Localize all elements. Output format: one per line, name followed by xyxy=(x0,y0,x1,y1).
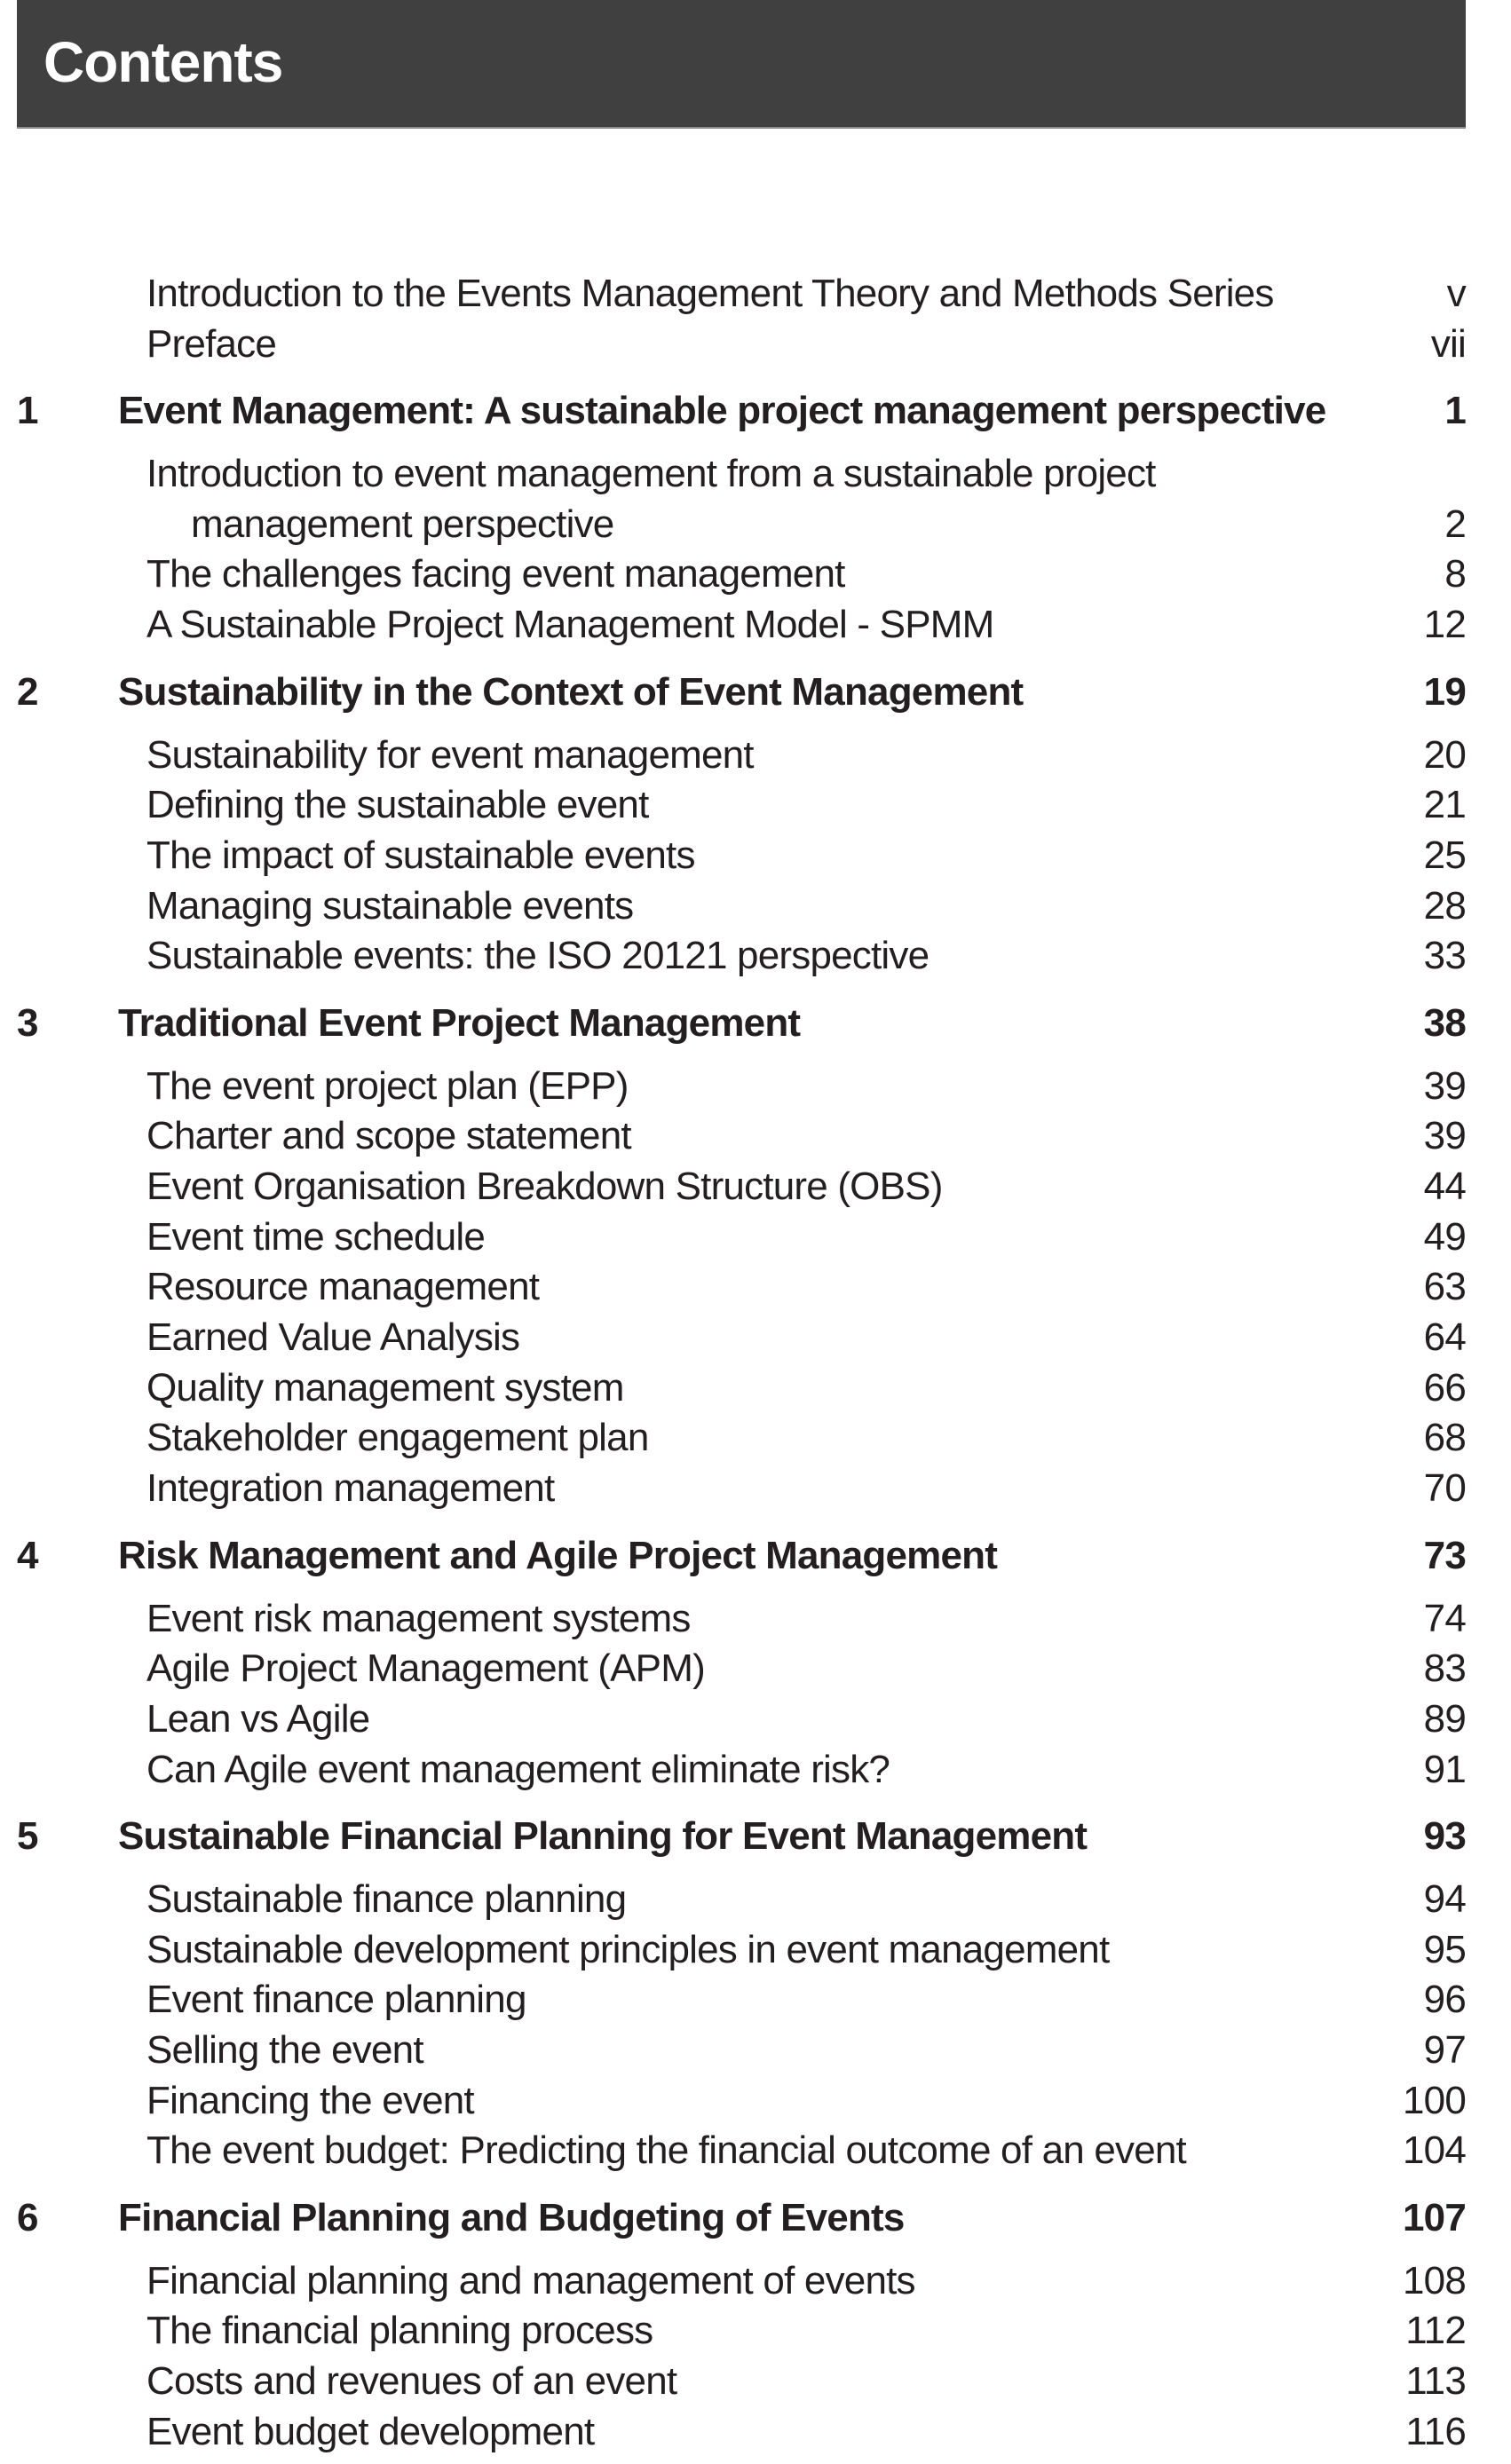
section-title: Financial planning and management of events xyxy=(146,2258,915,2302)
entry-page-number: v xyxy=(1446,272,1466,315)
section-title: Selling the event xyxy=(146,2028,423,2072)
section-title: Quality management system xyxy=(146,1365,624,1410)
section-title: The challenges facing event management xyxy=(146,552,845,596)
section-title: Event finance planning xyxy=(146,1978,526,2022)
section-page-number: 100 xyxy=(1402,2078,1466,2122)
toc-section-entry[interactable] xyxy=(17,1745,1466,1796)
section-title: Resource management xyxy=(146,1265,540,1309)
chapter-title: Sustainable Financial Planning for Event Management xyxy=(118,1814,1088,1859)
section-page-number: 28 xyxy=(1423,883,1466,928)
section-title: The financial planning process xyxy=(146,2309,653,2353)
toc-section-entry[interactable] xyxy=(17,1644,1466,1694)
toc-section-entry[interactable] xyxy=(17,1162,1466,1212)
section-title: Introduction to event management from a sustainable project xyxy=(146,452,1156,496)
section-title: Integration management xyxy=(146,1466,555,1511)
toc-section-entry[interactable] xyxy=(17,2126,1466,2176)
toc-section-entry[interactable] xyxy=(17,549,1466,600)
section-page-number: 74 xyxy=(1423,1596,1466,1640)
section-page-number: 95 xyxy=(1423,1927,1466,1971)
section-title: Financing the event xyxy=(146,2078,474,2122)
section-page-number: 33 xyxy=(1423,934,1466,978)
section-page-number: 49 xyxy=(1423,1214,1466,1259)
toc-section-entry[interactable] xyxy=(17,1694,1466,1745)
toc-entry-front-matter[interactable] xyxy=(17,269,1466,320)
section-page-number: 83 xyxy=(1423,1647,1466,1691)
section-title: A Sustainable Project Management Model - SPMM xyxy=(146,603,994,647)
section-title: Stakeholder engagement plan xyxy=(146,1416,649,1460)
section-title: Earned Value Analysis xyxy=(146,1315,520,1360)
section-page-number: 94 xyxy=(1423,1876,1466,1921)
toc-section-entry[interactable] xyxy=(17,881,1466,932)
entry-title: Preface xyxy=(146,321,277,366)
section-page-number: 20 xyxy=(1423,732,1466,777)
section-page-number: 108 xyxy=(1402,2258,1466,2302)
toc-section-entry[interactable] xyxy=(17,1413,1466,1464)
section-title: Event budget development xyxy=(146,2409,595,2453)
chapter-page-number: 107 xyxy=(1402,2196,1466,2240)
toc-chapter-5[interactable] xyxy=(17,1812,1466,1862)
section-page-number: 25 xyxy=(1423,833,1466,877)
toc-section-entry[interactable] xyxy=(17,831,1466,881)
section-title: Defining the sustainable event xyxy=(146,783,649,827)
section-title: The impact of sustainable events xyxy=(146,833,695,877)
toc-section-entry[interactable] xyxy=(17,1975,1466,2026)
section-title: Charter and scope statement xyxy=(146,1114,631,1158)
toc-section-entry[interactable] xyxy=(17,2076,1466,2127)
toc-chapter-4[interactable] xyxy=(17,1531,1466,1582)
toc-section-entry[interactable] xyxy=(17,1212,1466,1263)
toc-section-entry[interactable] xyxy=(17,780,1466,831)
section-title: Sustainability for event management xyxy=(146,732,754,777)
chapter-number: 6 xyxy=(17,2196,38,2240)
toc-section-entry[interactable] xyxy=(17,931,1466,982)
section-page-number: 63 xyxy=(1423,1265,1466,1309)
toc-chapter-1[interactable] xyxy=(17,386,1466,437)
toc-section-entry[interactable] xyxy=(17,1111,1466,1162)
chapter-page-number: 38 xyxy=(1423,1000,1466,1045)
toc-section-entry[interactable] xyxy=(17,1313,1466,1363)
toc-chapter-6[interactable] xyxy=(17,2193,1466,2244)
section-title: The event project plan (EPP) xyxy=(146,1063,629,1108)
toc-section-entry[interactable] xyxy=(17,2407,1466,2458)
chapter-title: Financial Planning and Budgeting of Events xyxy=(118,2196,905,2240)
chapter-number: 1 xyxy=(17,389,38,433)
section-page-number: 96 xyxy=(1423,1978,1466,2022)
chapter-number: 4 xyxy=(17,1533,38,1577)
chapter-page-number: 19 xyxy=(1423,669,1466,714)
toc-section-entry[interactable] xyxy=(17,731,1466,781)
toc-section-entry[interactable] xyxy=(17,2026,1466,2076)
toc-chapter-3[interactable] xyxy=(17,999,1466,1049)
toc-section-entry[interactable] xyxy=(17,600,1466,651)
entry-title: Introduction to the Events Management Theory and Methods Series xyxy=(146,272,1274,315)
section-title: Sustainable events: the ISO 20121 perspective xyxy=(146,934,930,978)
section-page-number: 70 xyxy=(1423,1466,1466,1511)
section-page-number: 66 xyxy=(1423,1365,1466,1410)
toc-section-entry[interactable] xyxy=(17,449,1466,500)
toc-section-entry[interactable] xyxy=(17,1594,1466,1645)
toc-section-entry[interactable] xyxy=(17,2306,1466,2357)
section-page-number: 2 xyxy=(1444,501,1466,546)
section-page-number: 39 xyxy=(1423,1063,1466,1108)
toc-section-entry[interactable] xyxy=(17,1062,1466,1112)
section-title: Can Agile event management eliminate risk? xyxy=(146,1747,890,1791)
section-title: Managing sustainable events xyxy=(146,883,634,928)
toc-section-entry[interactable] xyxy=(17,1925,1466,1976)
chapter-page-number: 73 xyxy=(1423,1533,1466,1577)
section-title: Sustainable finance planning xyxy=(146,1876,627,1921)
page-title: Contents xyxy=(44,30,283,94)
section-page-number: 12 xyxy=(1423,603,1466,647)
section-page-number: 113 xyxy=(1405,2359,1466,2404)
section-page-number: 64 xyxy=(1423,1315,1466,1360)
toc-section-entry[interactable] xyxy=(17,2357,1466,2407)
section-page-number: 104 xyxy=(1402,2128,1466,2173)
chapter-page-number: 93 xyxy=(1423,1814,1466,1859)
section-page-number: 116 xyxy=(1405,2409,1466,2453)
entry-page-number: vii xyxy=(1430,321,1466,366)
toc-section-entry[interactable] xyxy=(17,2256,1466,2307)
section-title: Event risk management systems xyxy=(146,1596,691,1640)
section-page-number: 21 xyxy=(1423,783,1466,827)
section-title: The event budget: Predicting the financial outcome of an event xyxy=(146,2128,1186,2173)
section-title: Event time schedule xyxy=(146,1214,486,1259)
section-title: Agile Project Management (APM) xyxy=(146,1647,705,1691)
chapter-title: Event Management: A sustainable project management perspective xyxy=(118,389,1326,433)
chapter-number: 3 xyxy=(17,1000,38,1045)
section-title: Costs and revenues of an event xyxy=(146,2359,677,2404)
section-page-number: 39 xyxy=(1423,1114,1466,1158)
section-page-number: 97 xyxy=(1423,2028,1466,2072)
toc-chapter-2[interactable] xyxy=(17,667,1466,718)
chapter-page-number: 1 xyxy=(1444,389,1466,433)
section-page-number: 8 xyxy=(1444,552,1466,596)
toc-section-entry[interactable] xyxy=(17,1363,1466,1414)
section-page-number: 44 xyxy=(1423,1165,1466,1208)
section-page-number: 91 xyxy=(1423,1747,1466,1791)
chapter-number: 2 xyxy=(17,669,38,714)
table-of-contents xyxy=(17,269,1466,2458)
section-title: Lean vs Agile xyxy=(146,1696,370,1741)
section-title: Sustainable development principles in event management xyxy=(146,1927,1110,1971)
toc-section-entry[interactable] xyxy=(17,1262,1466,1313)
section-page-number: 89 xyxy=(1423,1696,1466,1741)
chapter-title: Risk Management and Agile Project Management xyxy=(118,1533,998,1577)
toc-entry-front-matter[interactable] xyxy=(17,320,1466,370)
chapter-title: Sustainability in the Context of Event Management xyxy=(118,669,1024,714)
section-title: Event Organisation Breakdown Structure (OBS) xyxy=(146,1165,943,1208)
section-title-continuation: management perspective xyxy=(191,501,614,546)
section-page-number: 68 xyxy=(1423,1416,1466,1460)
section-page-number: 112 xyxy=(1405,2309,1466,2353)
toc-section-entry-continuation[interactable] xyxy=(17,500,1466,550)
chapter-number: 5 xyxy=(17,1814,38,1859)
toc-section-entry[interactable] xyxy=(17,1875,1466,1925)
chapter-title: Traditional Event Project Management xyxy=(118,1000,801,1045)
contents-header xyxy=(17,0,1466,129)
toc-section-entry[interactable] xyxy=(17,1464,1466,1514)
